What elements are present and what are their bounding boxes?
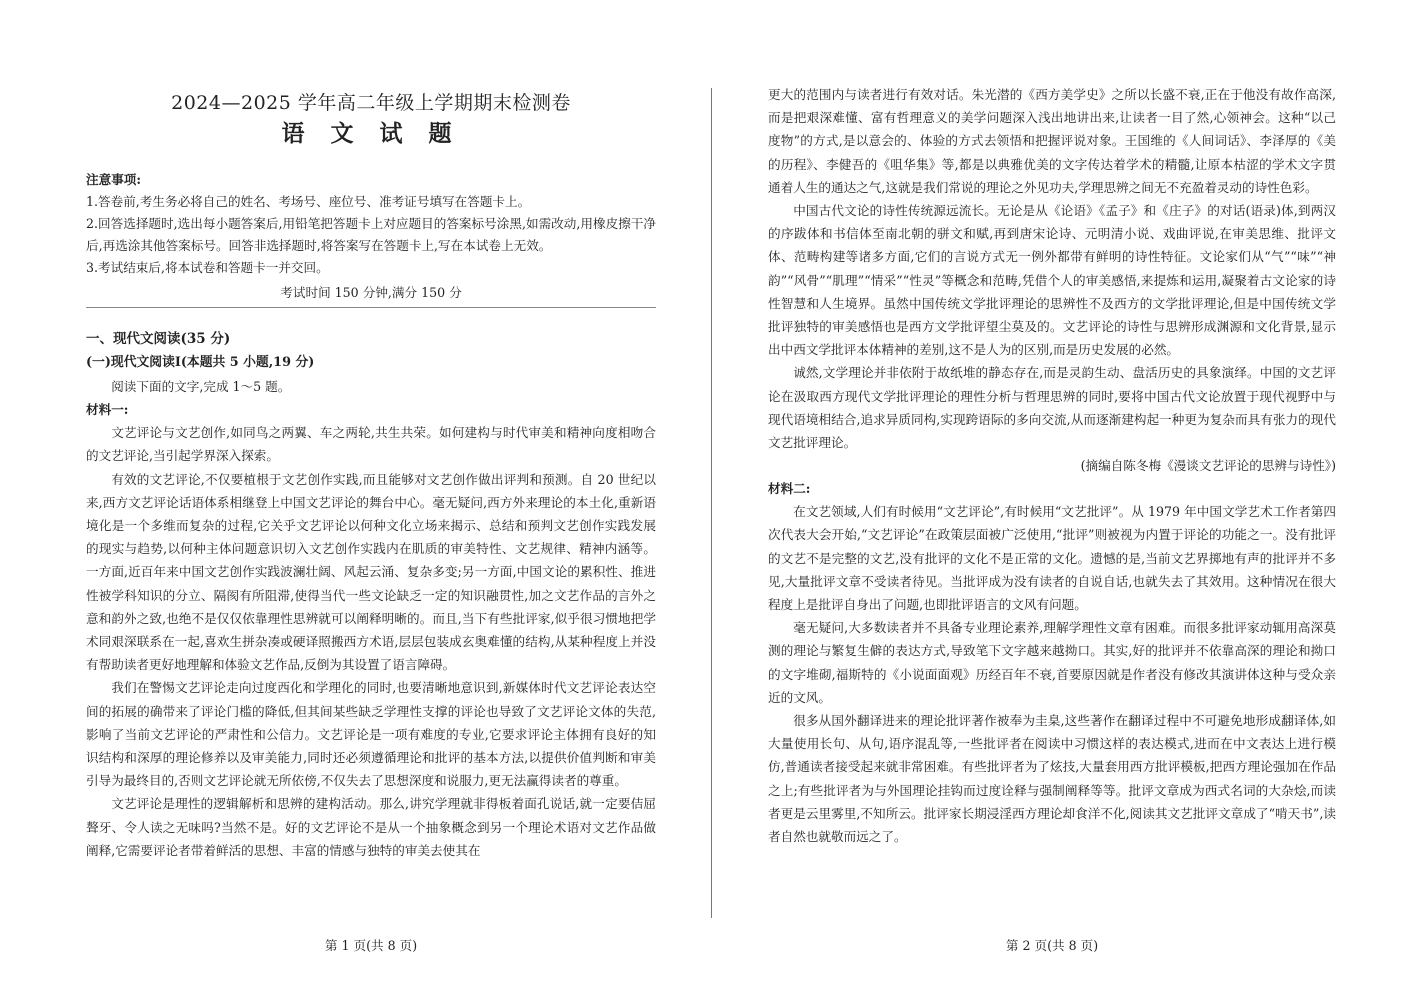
column-divider [711, 88, 712, 918]
page-2-body [768, 83, 1336, 848]
paragraph: 文艺评论是理性的逻辑解析和思辨的建构活动。那么,讲究学理就非得板着面孔说话,就一定要佶屈聱牙、令人读之无味吗?当然不是。好的文艺评论不是从一个抽象概念到另一个理论术语对文艺作品做阐释,它需要评论者带着鲜活的思想、丰富的情感与独特的审美去使其在 [86, 796, 656, 858]
material-1-source: (摘编自陈冬梅《漫谈文艺评论的思辨与诗性》) [1080, 458, 1336, 474]
subject-title: 语 文 试 题 [281, 120, 461, 147]
notice-item: 1.答卷前,考生务必将自己的姓名、考场号、座位号、准考证号填写在答题卡上。 [86, 194, 531, 209]
material-2-label: 材料二: [768, 481, 811, 497]
exam-title: 2024—2025 学年高二年级上学期期末检测卷 [171, 92, 571, 114]
notice-block [86, 169, 656, 305]
divider-rule [86, 307, 656, 308]
paragraph: 有效的文艺评论,不仅要植根于文艺创作实践,而且能够对文艺创作做出评判和预测。自 20 世纪以来,西方文艺评论话语体系相继登上中国文艺评论的舞台中心。毫无疑问,西方外来理论的本土化,重新语境化是一个多维而复杂的过程,它关乎文艺评论以何种文化立场来揭示、总结和预判文艺创作实践发展的现实与趋势,以何种主体问题意识切入文艺创作实践内在肌质的审美特性、文艺规律、精神内涵等。一方面,近百年来中国文艺创作实践波澜壮阔、风起云涌、复杂多变;另一方面,中国文论的累积性、推进性被学科知识的分立、隔阂有所阻滞,使得当代一些文论缺乏一定的知识融贯性,加之文艺作品的言外之意和韵外之致,也绝不是仅仅依靠理性思辨就可以阐释明晰的。而且,当下有些批评家,似乎很习惯地把学术同艰深联系在一起,喜欢生拼杂凑或硬译照搬西方术语,层层包装成玄奥难懂的结构,从某种程度上并没有帮助读者更好地理解和体验文艺作品,反倒为其设置了语言障碍。 [86, 471, 656, 673]
paragraph: 文艺评论与文艺创作,如同鸟之两翼、车之两轮,共生共荣。如何建构与时代审美和精神向度相吻合的文艺评论,当引起学界深入探索。 [86, 425, 656, 464]
paragraph: 更大的范围内与读者进行有效对话。朱光潜的《西方美学史》之所以长盛不衰,正在于他没有故作高深,而是把艰深难懂、富有哲理意义的美学问题深入浅出地讲出来,让读者一目了然,心领神会。这种“以己度物”的方式,是以意会的、体验的方式去领悟和把握评说对象。王国维的《人间词话》、李泽厚的《美的历程》、李健吾的《咀华集》等,都是以典雅优美的文字传达着学术的精髓,让原本枯涩的学术文字贯通着人生的通达之气,这就是我们常说的理论之外见功夫,学理思辨之间无不充盈着灵动的诗性色彩。 [768, 87, 1336, 195]
paragraph: 我们在警惕文艺评论走向过度西化和学理化的同时,也要清晰地意识到,新媒体时代文艺评论表达空间的拓展的确带来了评论门槛的降低,但其间某些缺乏学理性支撑的评论也导致了文艺评论文体的失范,影响了当前文艺评论的严肃性和公信力。文艺评论是一项有难度的专业,它要求评论主体拥有良好的知识结构和深厚的理论修养以及审美能力,同时还必须遵循理论和批评的基本方法,以提供价值判断和审美引导为最终目的,否则文艺评论就无所依傍,不仅失去了思想深度和说服力,更无法赢得读者的尊重。 [86, 680, 656, 789]
notice-item: 3.考试结束后,将本试卷和答题卡一并交回。 [86, 260, 329, 275]
paragraph: 在文艺领域,人们有时候用“文艺评论”,有时候用“文艺批评”。从 1979 年中国文学艺术工作者第四次代表大会开始,“文艺评论”在政策层面被广泛使用,“批评”则被视为内置于评论的功能之一。没有批评的文艺不是完整的文艺,没有批评的文化不是正常的文化。遗憾的是,当前文艺界掷地有声的批评并不多见,大量批评文章不受读者待见。当批评成为没有读者的自说自话,也就失去了其效用。这种情况在很大程度上是批评自身出了问题,也即批评语言的文风有问题。 [768, 504, 1336, 613]
paragraph: 中国古代文论的诗性传统源远流长。无论是从《论语》《孟子》和《庄子》的对话(语录)体,到两汉的序跋体和书信体至南北朝的骈文和赋,再到唐宋论诗、元明清小说、戏曲评说,在审美思维、批评文体、范畴构建等诸多方面,它们的言说方式无一例外都带有鲜明的诗性特征。文论家们从“气”“味”“神韵”“风骨”“肌理”“情采”“性灵”等概念和范畴,凭借个人的审美感悟,来提炼和运用,凝聚着古文论家的诗性智慧和人生境界。虽然中国传统文学批评理论的思辨性不及西方的文学批评理论,但是中国传统文学批评独特的审美感悟也是西方文学批评望尘莫及的。文艺评论的诗性与思辨形成渊源和文化背景,显示出中西文学批评本体精神的差别,这不是人为的区别,而是历史发展的必然。 [768, 203, 1336, 358]
notice-item: 2.回答选择题时,选出每小题答案后,用铅笔把答题卡上对应题目的答案标号涂黑,如需改动,用橡皮擦干净后,再选涂其他答案标号。回答非选择题时,将答案写在答题卡上,写在本试卷上无效。 [86, 216, 656, 253]
exam-time: 考试时间 150 分钟,满分 150 分 [280, 285, 462, 300]
sub-heading: (一)现代文阅读Ⅰ(本题共 5 小题,19 分) [86, 355, 315, 370]
notice-heading: 注意事项: [86, 172, 142, 187]
page-number-left: 第 1 页(共 8 页) [324, 938, 418, 953]
paragraph: 毫无疑问,大多数读者并不具备专业理论素养,理解学理性文章有困难。而很多批评家动辄用高深莫测的理论与繁复生僻的表达方式,导致笔下文字越来越拗口。其实,好的批评并不依靠高深的理论和拗口的文字堆砌,福斯特的《小说面面观》历经百年不衰,首要原因就是作者没有修改其演讲体这种与受众亲近的文风。 [768, 620, 1336, 705]
page-number-right: 第 2 页(共 8 页) [1005, 938, 1099, 953]
paragraph: 很多从国外翻译进来的理论批评著作被奉为圭臬,这些著作在翻译过程中不可避免地形成翻译体,如大量使用长句、从句,语序混乱等,一些批评者在阅读中习惯这样的表达模式,进而在中文表达上进行模仿,普通读者接受起来就非常困难。有些批评者为了炫技,大量套用西方批评模板,把西方理论强加在作品之上;有些批评者为与外国理论挂钩而过度诠释与强制阐释等等。批评文章成为西式名词的大杂烩,而读者更是云里雾里,不知所云。批评家长期浸淫西方理论却食洋不化,阅读其文艺批评文章成了“啃天书”,读者自然也就敬而远之了。 [768, 713, 1336, 845]
section-heading: 一、现代文阅读(35 分) [86, 331, 231, 347]
paragraph: 诚然,文学理论并非依附于故纸堆的静态存在,而是灵韵生动、盘活历史的具象演绎。中国的文艺评论在汲取西方现代文学批评理论的理性分析与哲理思辨的同时,要将中国古代文论放置于现代视野中与现代语境相结合,追求异质同构,实现跨语际的多向交流,从而逐渐建构起一种更为复杂而具有张力的现代文艺批评理论。 [768, 365, 1336, 451]
instruction: 阅读下面的文字,完成 1～5 题。 [111, 379, 291, 394]
material-1-label: 材料一: [86, 402, 129, 418]
section-1 [86, 327, 656, 862]
